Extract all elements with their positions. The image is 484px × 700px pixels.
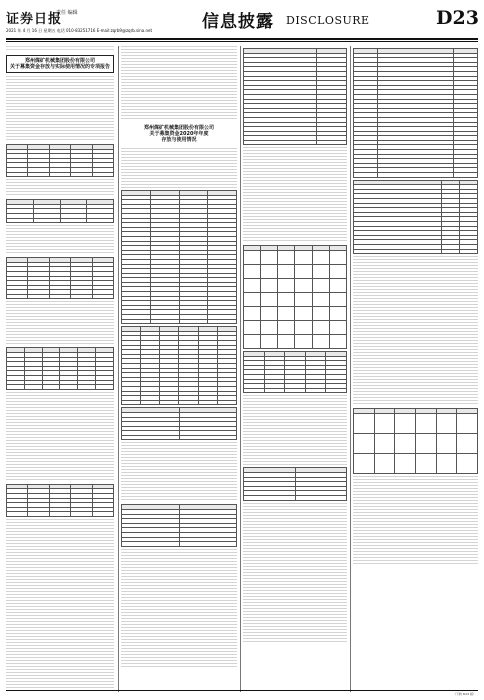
column-2: [121, 46, 237, 692]
article-headline-box: [121, 123, 237, 145]
section-title-en: DISCLOSURE: [286, 14, 370, 27]
section-title: 信息披露: [202, 12, 274, 32]
footer-rule: [6, 690, 478, 691]
data-table: [121, 407, 237, 440]
column-3: [243, 46, 347, 692]
data-table: [353, 48, 478, 178]
body-text: [353, 256, 478, 406]
article-headline: 郑州煤矿机械集团股份有限公司: [143, 125, 214, 131]
article-headline: 关于募集资金2020年年度: [149, 131, 209, 137]
data-table: [243, 245, 347, 349]
data-table: [243, 351, 347, 393]
newspaper-logo: 证券日报: [6, 12, 63, 27]
body-text: [243, 395, 347, 465]
data-table: [121, 504, 237, 546]
masthead: [6, 6, 478, 46]
article-headline: 关于募集资金存放与实际使用情况的专项报告: [9, 64, 110, 70]
masthead-rule: [6, 38, 478, 40]
body-text: [121, 442, 237, 502]
body-text: [121, 549, 237, 669]
continued-note: （下转 D24 版）: [452, 692, 476, 696]
body-text: [243, 147, 347, 243]
editor-credit: 责任 编辑: [56, 10, 78, 16]
data-table: [353, 408, 478, 474]
data-table: [353, 180, 478, 255]
column-4: [353, 46, 478, 692]
body-text: [6, 392, 114, 482]
body-text: [6, 225, 114, 255]
data-table: [6, 484, 114, 517]
body-text: [243, 503, 347, 643]
data-table: [6, 347, 114, 389]
page-number: D23: [436, 7, 479, 29]
dateline: 2021 年 4 月 16 日 星期五 电话 010-83251716 E-mail:zqrb9@zqrb.sina.net: [6, 28, 153, 33]
body-text: [6, 301, 114, 345]
body-text: [353, 476, 478, 566]
body-text: [121, 46, 237, 120]
article-headline-box: [6, 55, 114, 73]
body-text: [6, 519, 114, 692]
data-table: [6, 144, 114, 177]
article-headline: 郑州煤矿机械集团股份有限公司: [24, 58, 95, 64]
body-text: [6, 179, 114, 197]
column-1: [6, 46, 114, 692]
data-table: [121, 326, 237, 405]
data-table: [121, 190, 237, 324]
data-table: [6, 257, 114, 299]
column-divider: [240, 46, 241, 692]
masthead-rule-thin: [6, 41, 478, 42]
body-text: [6, 76, 114, 142]
article-headline: 存放与使用情况: [161, 137, 197, 143]
data-table: [243, 467, 347, 500]
column-divider: [350, 46, 351, 692]
body-text: [121, 148, 237, 188]
body-text: [6, 46, 114, 52]
data-table: [243, 48, 347, 145]
data-table: [6, 199, 114, 223]
column-divider: [118, 46, 119, 692]
